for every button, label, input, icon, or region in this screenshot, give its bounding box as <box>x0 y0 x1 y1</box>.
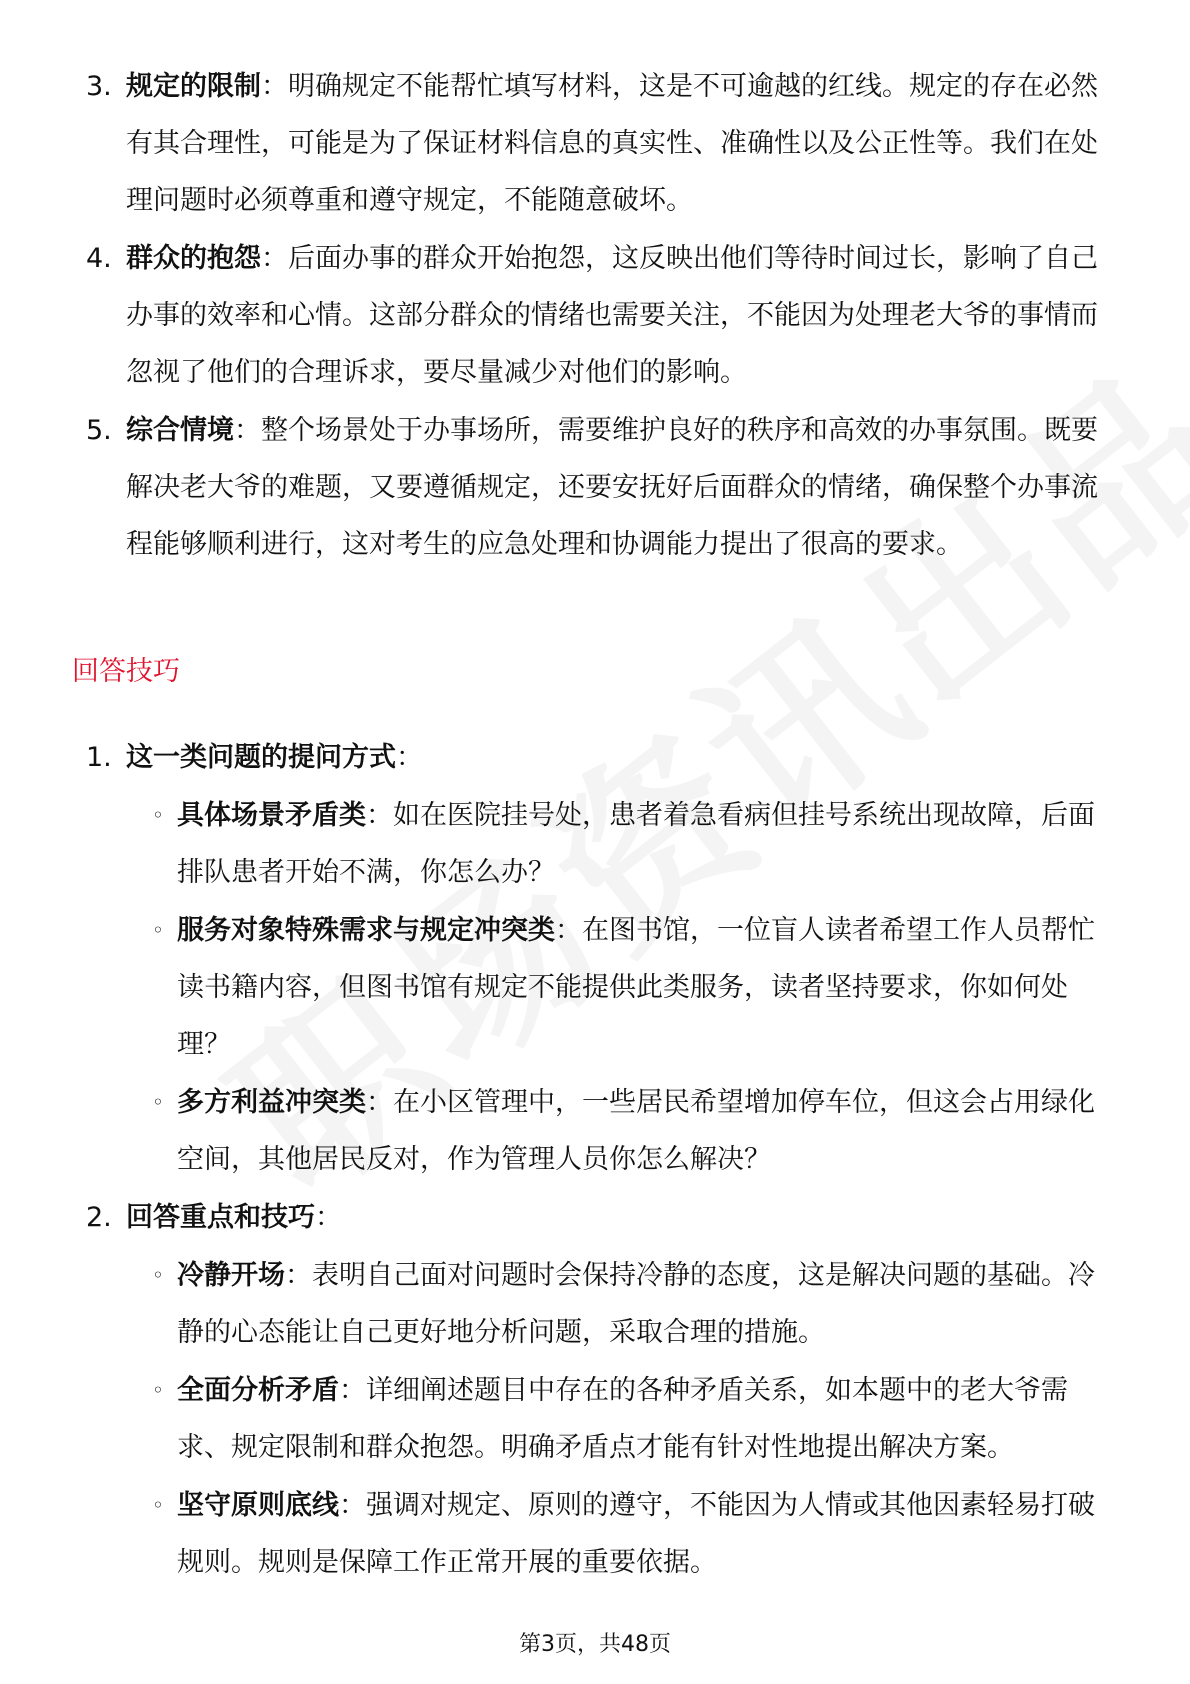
item-colon: ： <box>261 71 288 102</box>
section-heading: 回答技巧 <box>72 656 180 687</box>
sub-list-item <box>0 787 1190 901</box>
sub-list-item <box>0 1477 1190 1591</box>
sub-item-text: 如在医院挂号处，患者着急看病但挂号系统出现故障，后面排队患者开始不满，你怎么办？ <box>177 800 1095 888</box>
bullet-icon: ◦ <box>152 918 164 942</box>
page-number: 第3页，共48页 <box>519 1632 671 1657</box>
sub-item-title: 多方利益冲突类 <box>177 1087 366 1118</box>
item-number: 3. <box>86 71 112 102</box>
list-item <box>0 402 1190 573</box>
item-text: 后面办事的群众开始抱怨，这反映出他们等待时间过长，影响了自己办事的效率和心情。这部分群众的情绪也需要关注，不能因为处理老大爷的事情而忽视了他们的合理诉求，要尽量减少对他们的影响。 <box>126 243 1098 388</box>
item-title: 规定的限制 <box>126 71 261 102</box>
sub-item-title: 服务对象特殊需求与规定冲突类 <box>177 915 555 946</box>
item-colon: ： <box>234 415 261 446</box>
item-number: 2. <box>86 1202 112 1233</box>
item-colon: ： <box>261 243 288 274</box>
item-number: 5. <box>86 415 112 446</box>
sub-list-item <box>0 1247 1190 1361</box>
sub-item-colon: ： <box>366 800 393 831</box>
list-item <box>0 58 1190 229</box>
sub-item-text: 表明自己面对问题时会保持冷静的态度，这是解决问题的基础。冷静的心态能让自己更好地分析问题，采取合理的措施。 <box>177 1260 1095 1348</box>
list-item <box>0 230 1190 401</box>
sub-list-item <box>0 1362 1190 1476</box>
item-title: 这一类问题的提问方式 <box>126 742 396 773</box>
bullet-icon: ◦ <box>152 1090 164 1114</box>
sub-list-item <box>0 1074 1190 1188</box>
sub-item-text: 详细阐述题目中存在的各种矛盾关系，如本题中的老大爷需求、规定限制和群众抱怨。明确矛盾点才能有针对性地提出解决方案。 <box>177 1375 1068 1463</box>
item-text: 整个场景处于办事场所，需要维护良好的秩序和高效的办事氛围。既要解决老大爷的难题，又要遵循规定，还要安抚好后面群众的情绪，确保整个办事流程能够顺利进行，这对考生的应急处理和协调能力提出了很高的要求。 <box>126 415 1098 560</box>
item-title: 综合情境 <box>126 415 234 446</box>
item-title: 回答重点和技巧 <box>126 1202 315 1233</box>
sub-item-text: 在小区管理中，一些居民希望增加停车位，但这会占用绿化空间，其他居民反对，作为管理人员你怎么解决？ <box>177 1087 1095 1175</box>
bullet-icon: ◦ <box>152 1263 164 1287</box>
sub-item-text: 强调对规定、原则的遵守，不能因为人情或其他因素轻易打破规则。规则是保障工作正常开展的重要依据。 <box>177 1490 1095 1578</box>
sub-item-colon: ： <box>366 1087 393 1118</box>
sub-item-title: 冷静开场 <box>177 1260 285 1291</box>
sub-item-colon: ： <box>339 1375 366 1406</box>
sub-item-colon: ： <box>555 915 582 946</box>
sub-list-item <box>0 902 1190 1073</box>
sub-item-title: 全面分析矛盾 <box>177 1375 339 1406</box>
analysis-list <box>0 58 1190 574</box>
item-title: 群众的抱怨 <box>126 243 261 274</box>
item-colon: ： <box>396 742 423 773</box>
bullet-icon: ◦ <box>152 1493 164 1517</box>
tips-list <box>0 729 1190 1592</box>
item-number: 4. <box>86 243 112 274</box>
sub-item-colon: ： <box>339 1490 366 1521</box>
bullet-icon: ◦ <box>152 803 164 827</box>
item-number: 1. <box>86 742 112 773</box>
list-item <box>0 729 1190 786</box>
sub-item-title: 具体场景矛盾类 <box>177 800 366 831</box>
sub-item-title: 坚守原则底线 <box>177 1490 339 1521</box>
list-item <box>0 1189 1190 1246</box>
bullet-icon: ◦ <box>152 1378 164 1402</box>
item-text: 明确规定不能帮忙填写材料，这是不可逾越的红线。规定的存在必然有其合理性，可能是为了保证材料信息的真实性、准确性以及公正性等。我们在处理问题时必须尊重和遵守规定，不能随意破坏。 <box>126 71 1098 216</box>
sub-item-colon: ： <box>285 1260 312 1291</box>
sub-item-text: 在图书馆，一位盲人读者希望工作人员帮忙读书籍内容，但图书馆有规定不能提供此类服务，读者坚持要求，你如何处理？ <box>177 915 1095 1060</box>
item-colon: ： <box>315 1202 342 1233</box>
